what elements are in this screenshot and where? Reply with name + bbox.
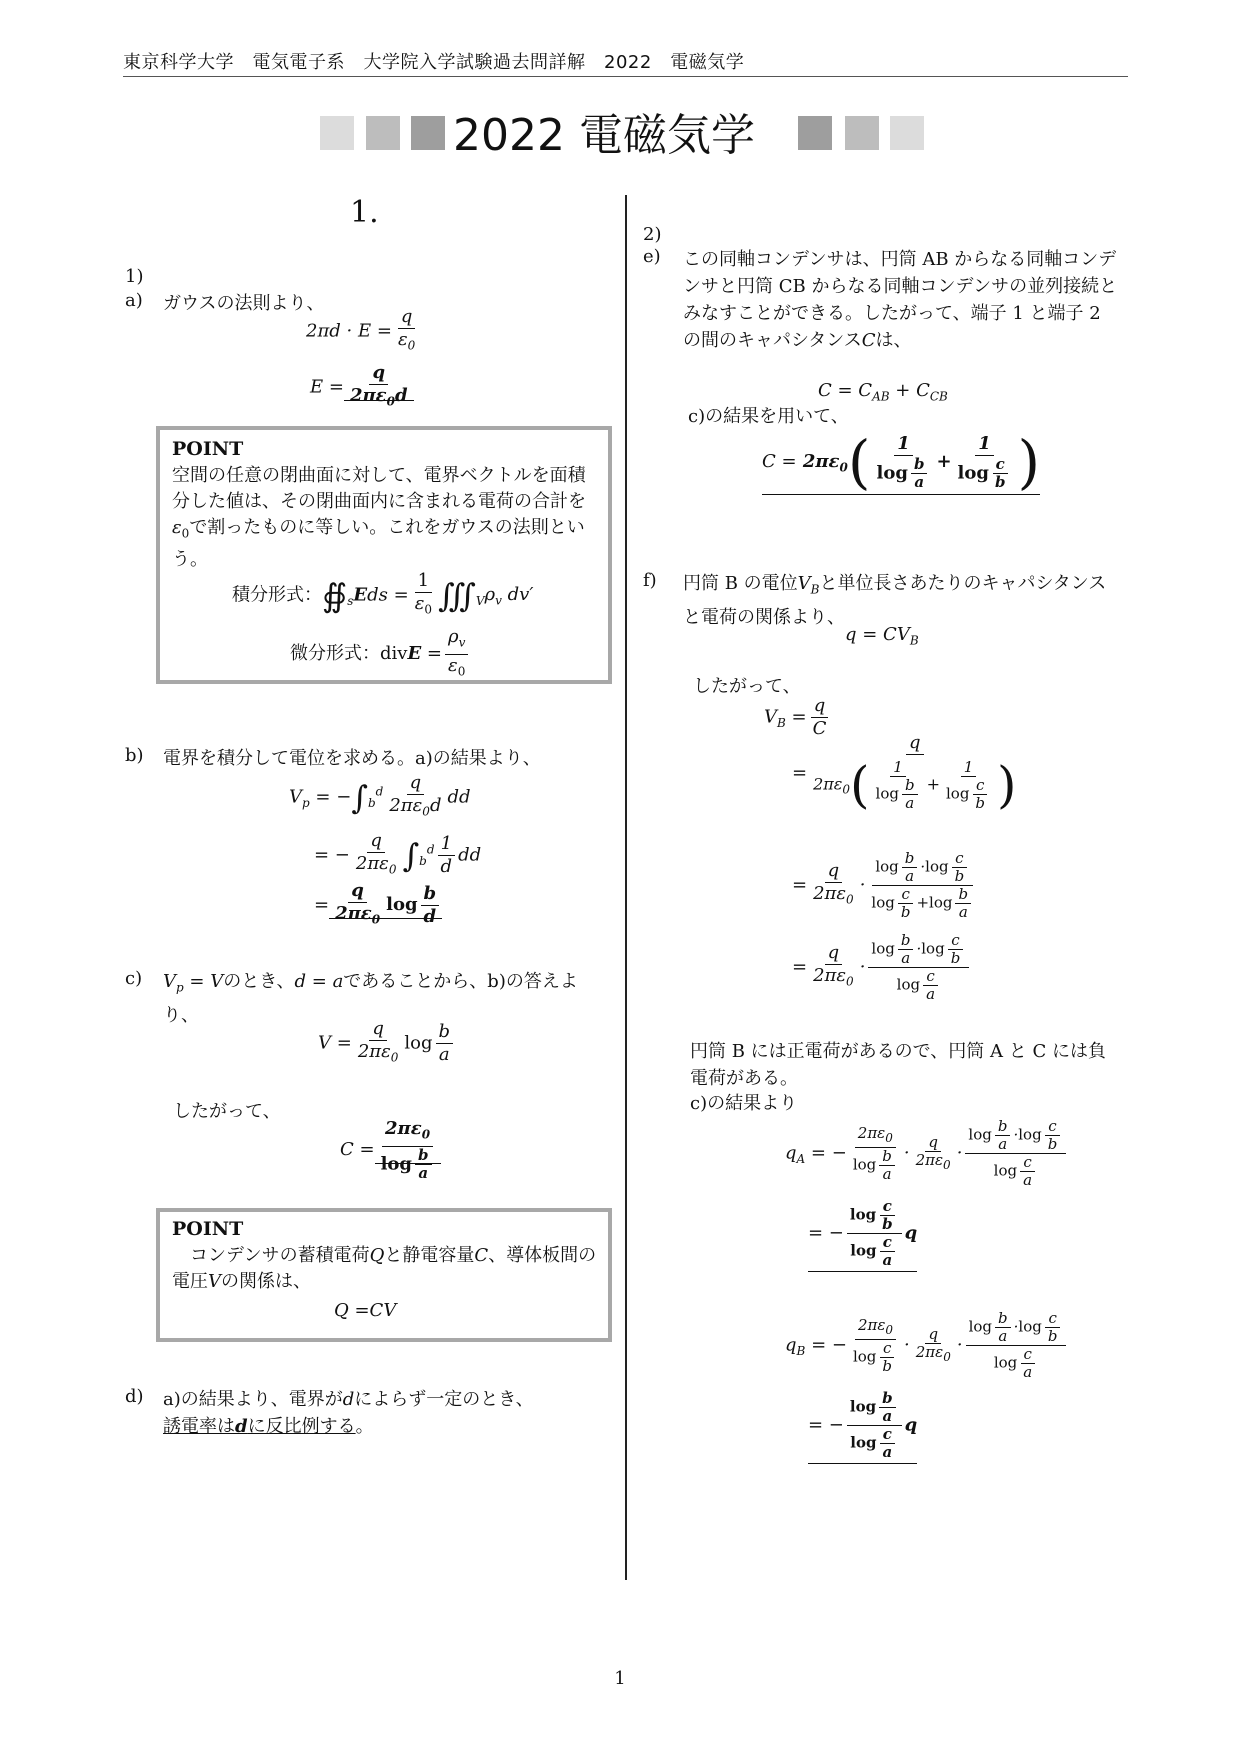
page-title: 2022 電磁気学 — [453, 110, 755, 161]
equation-vb-2: = q $2\pi\varepsilon_0$( 1 log $\frac{b}{a}$ + 1 log $\frac{c}{b}$ ) — [792, 732, 1017, 814]
item-f-body: 円筒 B の電位 — [683, 573, 798, 594]
equation-q-cvb: $q = CV_B$ — [845, 624, 919, 648]
therefore-text-f: したがって、 — [693, 676, 801, 697]
equation-diff-form: 微分形式：divE = $\frac{\rho_v}{\varepsilon_0}$ — [290, 626, 471, 682]
deco-square — [411, 116, 445, 150]
equation-c-total: $C = 2\pi\varepsilon_0$( 1 log $\frac{b}{a}$ + 1 log $\frac{c}{b}$ ) — [762, 428, 1041, 496]
point-box-capacitor — [156, 1208, 612, 1342]
equation-qa-2: = − log $\frac{c}{b}$ log $\frac{c}{a}$ q — [808, 1198, 917, 1272]
equation-gauss: 2πd · E = $\frac{q}{\varepsilon_0}$ — [306, 306, 416, 353]
item-label-e: e) — [643, 246, 661, 267]
equation-e-field: E = $\frac{q}{2\pi\varepsilon_0d}$ — [310, 362, 414, 413]
point-body-part4: の関係は、 — [221, 1271, 311, 1292]
page-number: 1 — [614, 1668, 626, 1689]
item-f-text: 円筒 B の電位$V_B$と単位長さあたりのキャパシタンスと電荷の関係より、 — [683, 573, 1107, 628]
point-body-part1: コンデンサの蓄積電荷 — [190, 1245, 370, 1266]
equation-v: V = $\frac{q}{2\pi\varepsilon_0}$ log $\frac{b}{a}$ — [318, 1018, 456, 1069]
column-divider — [625, 195, 627, 1580]
part-label: 1) — [125, 266, 144, 287]
equation-qa-1: $q_A$ = − $2\pi\varepsilon_0$ log $\frac{b}{a}$ · $\frac{q}{2\pi\varepsilon_0}$ · log $\frac{b}{a}$ ·log $\frac{c}{b}$ log $\frac{c}{a}$ — [785, 1118, 1069, 1189]
integral-label: 積分形式： — [232, 584, 322, 606]
item-a-text: ガウスの法則より、 — [163, 293, 325, 314]
equation-qb-1: $q_B$ = − $2\pi\varepsilon_0$ log $\frac{c}{b}$ · $\frac{q}{2\pi\varepsilon_0}$ · log $\frac{b}{a}$ ·log $\frac{c}{b}$ log $\frac{c}{a}$ — [785, 1310, 1069, 1381]
deco-square — [798, 116, 832, 150]
diff-label: 微分形式： — [290, 643, 380, 665]
point-box-gauss — [156, 426, 612, 684]
equation-c-result: C = $2\pi\varepsilon_0$ log $\frac{b}{a}$ — [340, 1118, 441, 1182]
equation-qb-2: = − log $\frac{b}{a}$ log $\frac{c}{a}$ q — [808, 1390, 917, 1464]
equation-vb-1: $V_B$ = $\frac{q}{C}$ — [764, 695, 827, 739]
item-label-f: f) — [643, 570, 657, 591]
point-body: コンデンサの蓄積電荷Qと静電容量C、導体板間の電圧Vの関係は、 — [172, 1245, 597, 1292]
item-label-d: d) — [125, 1386, 144, 1407]
therefore-text: したがって、 — [173, 1101, 281, 1122]
title-bar — [0, 106, 1240, 166]
equation-qcv: Q =CV — [334, 1300, 397, 1321]
item-b-text: 電界を積分して電位を求める。a)の結果より、 — [163, 748, 541, 769]
item-d-text2: によらず一定のとき、 — [354, 1389, 534, 1410]
point-body-text2: で割ったものに等しい。これをガウスの法則という。 — [172, 517, 585, 570]
equation-integral-form: 積分形式：$∯_sEds$ = $\frac{1}{\varepsilon_0}$ $∭_V\rho_v$ dv′ — [232, 570, 534, 617]
equation-vp-1: $V_p = -\int_b^d$ $\frac{q}{2\pi\varepsilon_0d}$ dd — [289, 772, 471, 819]
c-result-text-f: c)の結果より — [690, 1093, 798, 1114]
equation-vb-3: = $\frac{q}{2\pi\varepsilon_0}$ · log $\frac{b}{a}$ ·log $\frac{c}{b}$ log $\frac{c}{b}$ +log $\frac{b}{a}$ — [792, 850, 980, 921]
point-title: POINT — [172, 438, 244, 460]
item-d-ans2: に反比例する — [247, 1416, 356, 1437]
item-d-text1: a)の結果より、電界が — [163, 1389, 343, 1410]
point-body-text: 空間の任意の閉曲面に対して、電界ベクトルを面積分した値は、その閉曲面内に含まれる電荷の合計を — [172, 465, 586, 512]
item-e-body: この同軸コンデンサは、円筒 AB からなる同軸コンデンサと円筒 CB からなる同軸コンデンサの並列接続とみなすことができる。したがって、端子 1 と端子 2 の間のキャパシタンス — [683, 249, 1118, 351]
charge-note: 円筒 B には正電荷があるので、円筒 A と C には負電荷がある。 — [690, 1041, 1106, 1089]
deco-square — [890, 116, 924, 150]
equation-vp-2: = − $\frac{q}{2\pi\varepsilon_0}$ $\int_b^d$ $\frac{1}{d}$ dd — [314, 830, 482, 877]
running-header: 東京科学大学 電気電子系 大学院入学試験過去問詳解 2022 電磁気学 — [123, 48, 1128, 77]
deco-square — [845, 116, 879, 150]
equation-vb-4: = $\frac{q}{2\pi\varepsilon_0}$ · log $\frac{b}{a}$ ·log $\frac{c}{b}$ log $\frac{c}{a}$ — [792, 932, 972, 1003]
section-number: 1. — [350, 195, 379, 230]
item-c-text1: のとき、 — [223, 971, 295, 992]
part-label: 2) — [643, 224, 662, 245]
item-label-b: b) — [125, 745, 144, 766]
c-result-text: c)の結果を用いて、 — [688, 406, 849, 427]
item-d-ans1: 誘電率は — [163, 1416, 235, 1437]
item-d-answer: 誘電率はdに反比例する — [163, 1416, 356, 1437]
equation-vp-3: = $\frac{q}{2\pi\varepsilon_0}$ log $\frac{b}{d}$ — [314, 880, 442, 931]
item-label-c: c) — [125, 968, 143, 989]
item-e-text: この同軸コンデンサは、円筒 AB からなる同軸コンデンサと円筒 CB からなる同軸コンデンサの並列接続とみなすことができる。したがって、端子 1 と端子 2 の間のキャパシタンスCは、 — [683, 249, 1118, 351]
equation-c-sum: $C = C_{AB} + C_{CB}$ — [818, 380, 948, 404]
point-body-part2: と静電容量 — [384, 1245, 475, 1266]
deco-square — [320, 116, 354, 150]
point-body-part3: 、導体板間の電圧 — [172, 1245, 597, 1292]
item-c-text: $V_p = V$のとき、d = aであることから、b)の答えより、 — [163, 971, 578, 1026]
point-title: POINT — [172, 1218, 244, 1240]
item-d-text: a)の結果より、電界がdによらず一定のとき、 誘電率はdに反比例する。 — [163, 1389, 534, 1437]
item-c-text2: であることから、b)の答えより、 — [163, 971, 578, 1026]
deco-square — [366, 116, 400, 150]
item-f-body2: と単位長さあたりのキャパシタンスと電荷の関係より、 — [683, 573, 1107, 628]
item-label-a: a) — [125, 290, 143, 311]
point-body: 空間の任意の閉曲面に対して、電界ベクトルを面積分した値は、その閉曲面内に含まれる電荷の合計を$\varepsilon_0$で割ったものに等しい。これをガウスの法則という。 — [172, 465, 586, 570]
item-e-end: は、 — [875, 330, 912, 351]
item-d-end: 。 — [355, 1416, 374, 1437]
